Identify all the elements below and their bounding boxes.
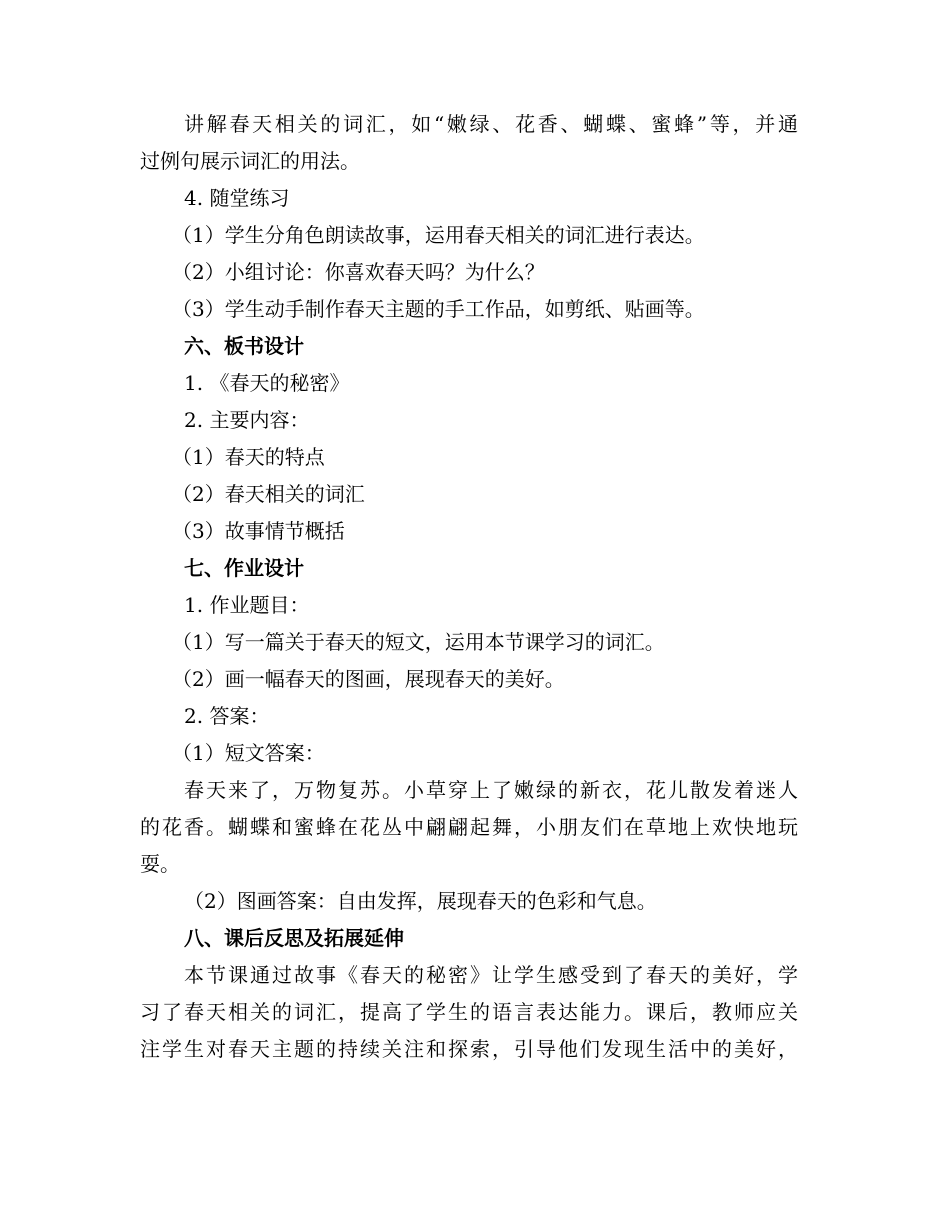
list-item: （3）学生动手制作春天主题的手工作品，如剪纸、贴画等。: [172, 297, 705, 321]
paragraph-line: 讲解春天相关的词汇，如“嫩绿、花香、蝴蝶、蜜蜂”等，并通: [184, 112, 798, 136]
list-item: （2）图画答案：自由发挥，展现春天的色彩和气息。: [184, 889, 657, 913]
list-item: 2. 主要内容：: [184, 408, 310, 432]
list-item: （2）春天相关的词汇: [172, 482, 365, 506]
document-body: [140, 106, 798, 1068]
paragraph-line: 的花香。蝴蝶和蜜蜂在花丛中翩翩起舞，小朋友们在草地上欢快地玩: [140, 815, 798, 839]
paragraph-line: 过例句展示词汇的用法。: [140, 149, 360, 173]
list-item: 4. 随堂练习: [184, 186, 290, 210]
list-item: 1. 作业题目：: [184, 593, 310, 617]
list-item: （3）故事情节概括: [172, 519, 345, 543]
paragraph-line: 本节课通过故事《春天的秘密》让学生感受到了春天的美好，学: [184, 963, 798, 987]
list-item: （1）学生分角色朗读故事，运用春天相关的词汇进行表达。: [172, 223, 705, 247]
list-item: （1）春天的特点: [172, 445, 325, 469]
list-item: 1. 《春天的秘密》: [184, 371, 350, 395]
paragraph-line: 注学生对春天主题的持续关注和探索，引导他们发现生活中的美好，: [140, 1037, 798, 1061]
list-item: （1）短文答案：: [172, 741, 325, 765]
list-item: （2）画一幅春天的图画，展现春天的美好。: [172, 667, 565, 691]
list-item: （1）写一篇关于春天的短文，运用本节课学习的词汇。: [172, 630, 665, 654]
paragraph-line: 耍。: [140, 852, 180, 876]
paragraph-line: 春天来了，万物复苏。小草穿上了嫩绿的新衣，花儿散发着迷人: [184, 778, 798, 802]
paragraph-line: 习了春天相关的词汇，提高了学生的语言表达能力。课后，教师应关: [140, 1000, 798, 1024]
section-heading: 六、板书设计: [184, 334, 304, 358]
list-item: （2）小组讨论：你喜欢春天吗？为什么？: [172, 260, 545, 284]
section-heading: 八、课后反思及拓展延伸: [184, 926, 404, 950]
list-item: 2. 答案：: [184, 704, 270, 728]
section-heading: 七、作业设计: [184, 556, 304, 580]
